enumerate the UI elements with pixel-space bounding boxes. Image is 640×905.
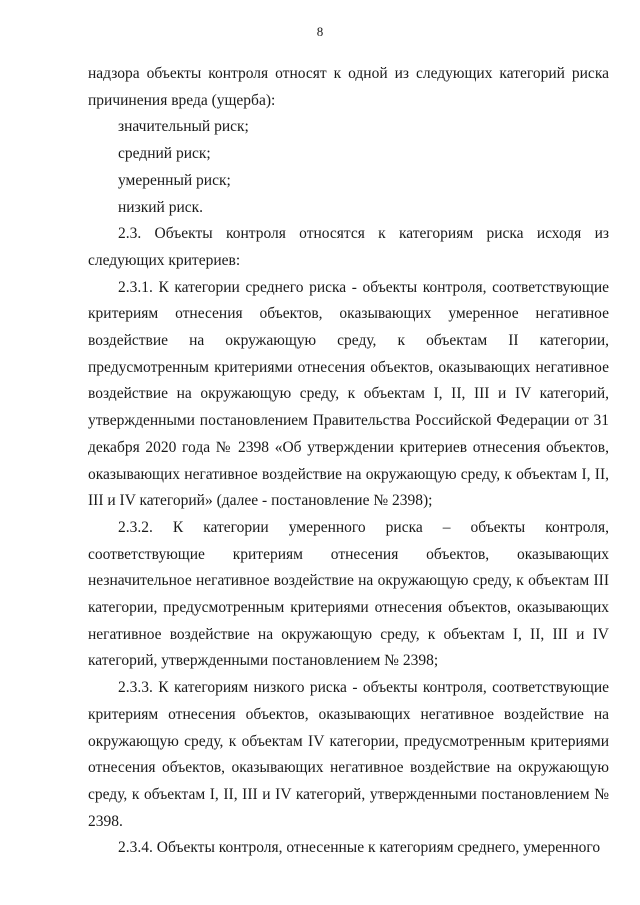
risk-category-item: средний риск; — [118, 145, 211, 163]
paragraph-2-3-2: 2.3.2. К категории умеренного риска – объекты контроля, соответствующие критериям отнесения объектов, оказывающих незначительное негативное воздействие на окружающую среду, к объектам III категории, предусмотренным критериями отнесения объектов, оказывающих негативное воздействие на окружающую среду, к объектам I, II, III и IV категорий, утвержденными постановлением № 2398; — [88, 518, 609, 670]
paragraph-2-3: 2.3. Объекты контроля относятся к категориям риска исходя из следующих критериев: — [88, 225, 609, 269]
paragraph-2-3-4: 2.3.4. Объекты контроля, отнесенные к категориям среднего, умеренного — [118, 839, 601, 857]
paragraph-2-3-3: 2.3.3. К категориям низкого риска - объекты контроля, соответствующие критериям отнесения объектов, оказывающих негативное воздействие на окружающую среду, к объектам IV категории, предусмотренным критериями отнесения объектов, оказывающих негативное воздействие на окружающую среду, к объектам I, II, III и IV категорий, утвержденными постановлением № 2398. — [88, 679, 609, 830]
paragraph-continuation: надзора объекты контроля относят к одной из следующих категорий риска причинения вреда (ущерба): — [88, 65, 609, 109]
paragraph-2-3-1: 2.3.1. К категории среднего риска - объекты контроля, соответствующие критериям отнесения объектов, оказывающих умеренное негативное воздействие на окружающую среду, к объектам II категории, предусмотренным критериями отнесения объектов, оказывающих негативное воздействие на окружающую среду, к объектам I, II, III и IV категорий, утвержденными постановлением Правительства Российской Федерации от 31 декабря 2020 года № 2398 «Об утверждении критериев отнесения объектов, оказывающих негативное воздействие на окружающую среду, к объектам I, II, III и IV категорий» (далее - постановление № 2398); — [88, 278, 609, 510]
risk-category-item: значительный риск; — [118, 118, 249, 136]
document-body — [88, 61, 609, 862]
page-number: 8 — [316, 24, 324, 39]
risk-category-item: низкий риск. — [118, 198, 204, 216]
risk-category-item: умеренный риск; — [118, 171, 231, 189]
